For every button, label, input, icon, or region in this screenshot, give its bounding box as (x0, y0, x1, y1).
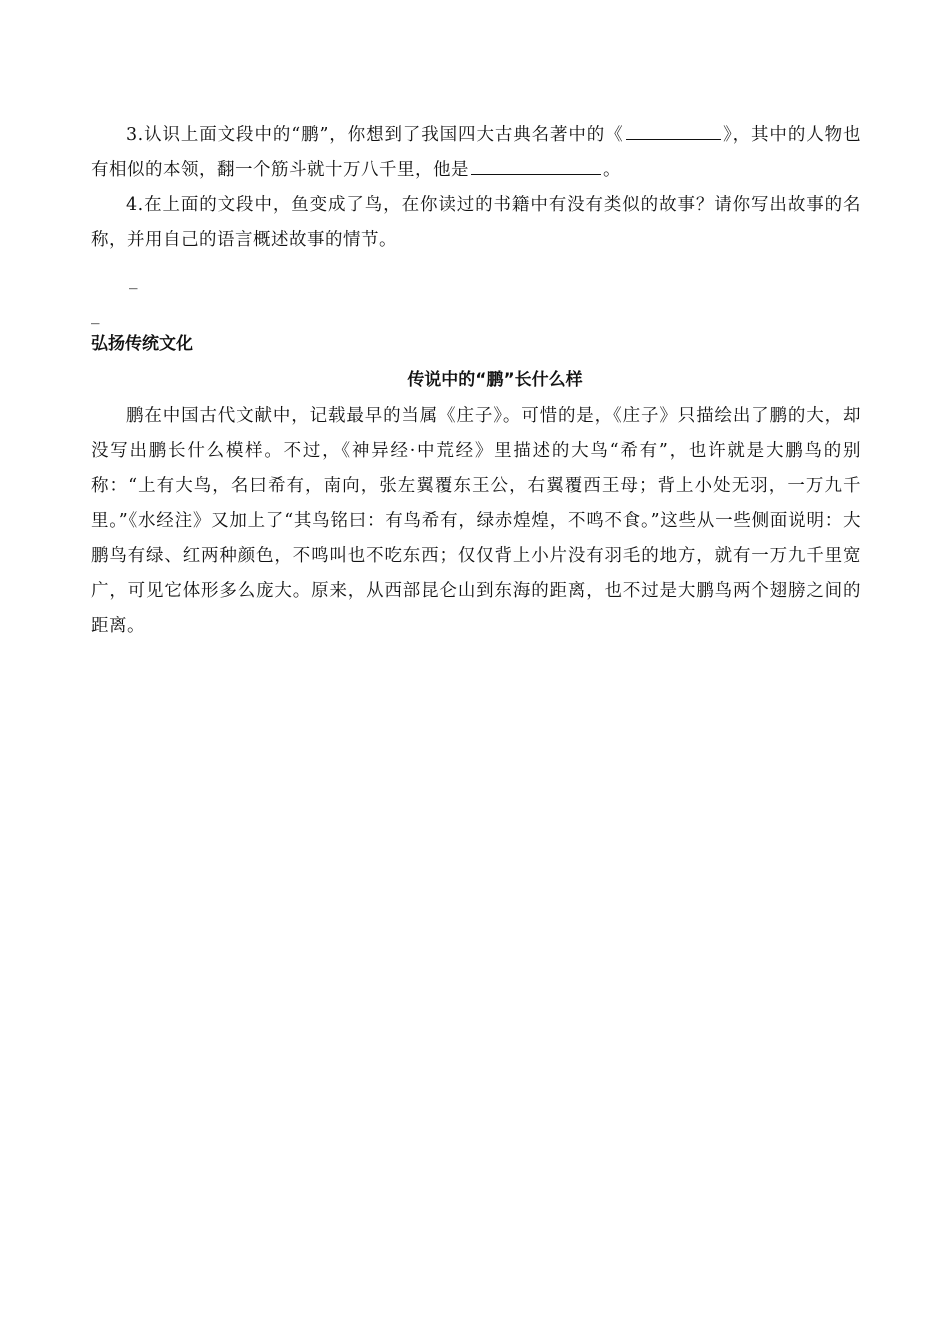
question-3-text-end: 。 (603, 160, 621, 180)
answer-line-1[interactable]: _ (129, 270, 138, 290)
answer-line-2[interactable]: _ (91, 305, 100, 325)
question-4: 4.在上面的文段中，鱼变成了鸟，在你读过的书籍中有没有类似的故事？请你写出故事的名称，并用自己的语言概述故事的情节。 (91, 195, 861, 250)
article-title: 传说中的“鹏”长什么样 (407, 370, 583, 390)
question-3 (91, 118, 861, 188)
section-title: 弘扬传统文化 (91, 334, 193, 354)
question-3-blank-book[interactable] (626, 121, 721, 140)
question-3-text-middle: 》，其中的人物也有相似的本领，翻一个筋斗就十万八千里，他是 (91, 125, 862, 180)
question-3-blank-character[interactable] (471, 156, 601, 175)
question-3-text-start: 3.认识上面文段中的“鹏”，你想到了我国四大古典名著中的《 (126, 125, 624, 145)
article-body: 鹏在中国古代文献中，记载最早的当属《庄子》。可惜的是，《庄子》只描绘出了鹏的大，却没写出鹏长什么模样。不过，《神异经·中荒经》里描述的大鸟“希有”，也许就是大鹏鸟的别称：“上有大鸟，名曰希有，南向，张左翼覆东王公，右翼覆西王母；背上小处无羽，一万九千里。”《水经注》又加上了“其鸟铭曰：有鸟希有，绿赤煌煌，不鸣不食。”这些从一些侧面说明：大鹏鸟有绿、红两种颜色，不鸣叫也不吃东西；仅仅背上小片没有羽毛的地方，就有一万九千里宽广，可见它体形多么庞大。原来，从西部昆仑山到东海的距离，也不过是大鹏鸟两个翅膀之间的距离。 (91, 406, 861, 636)
